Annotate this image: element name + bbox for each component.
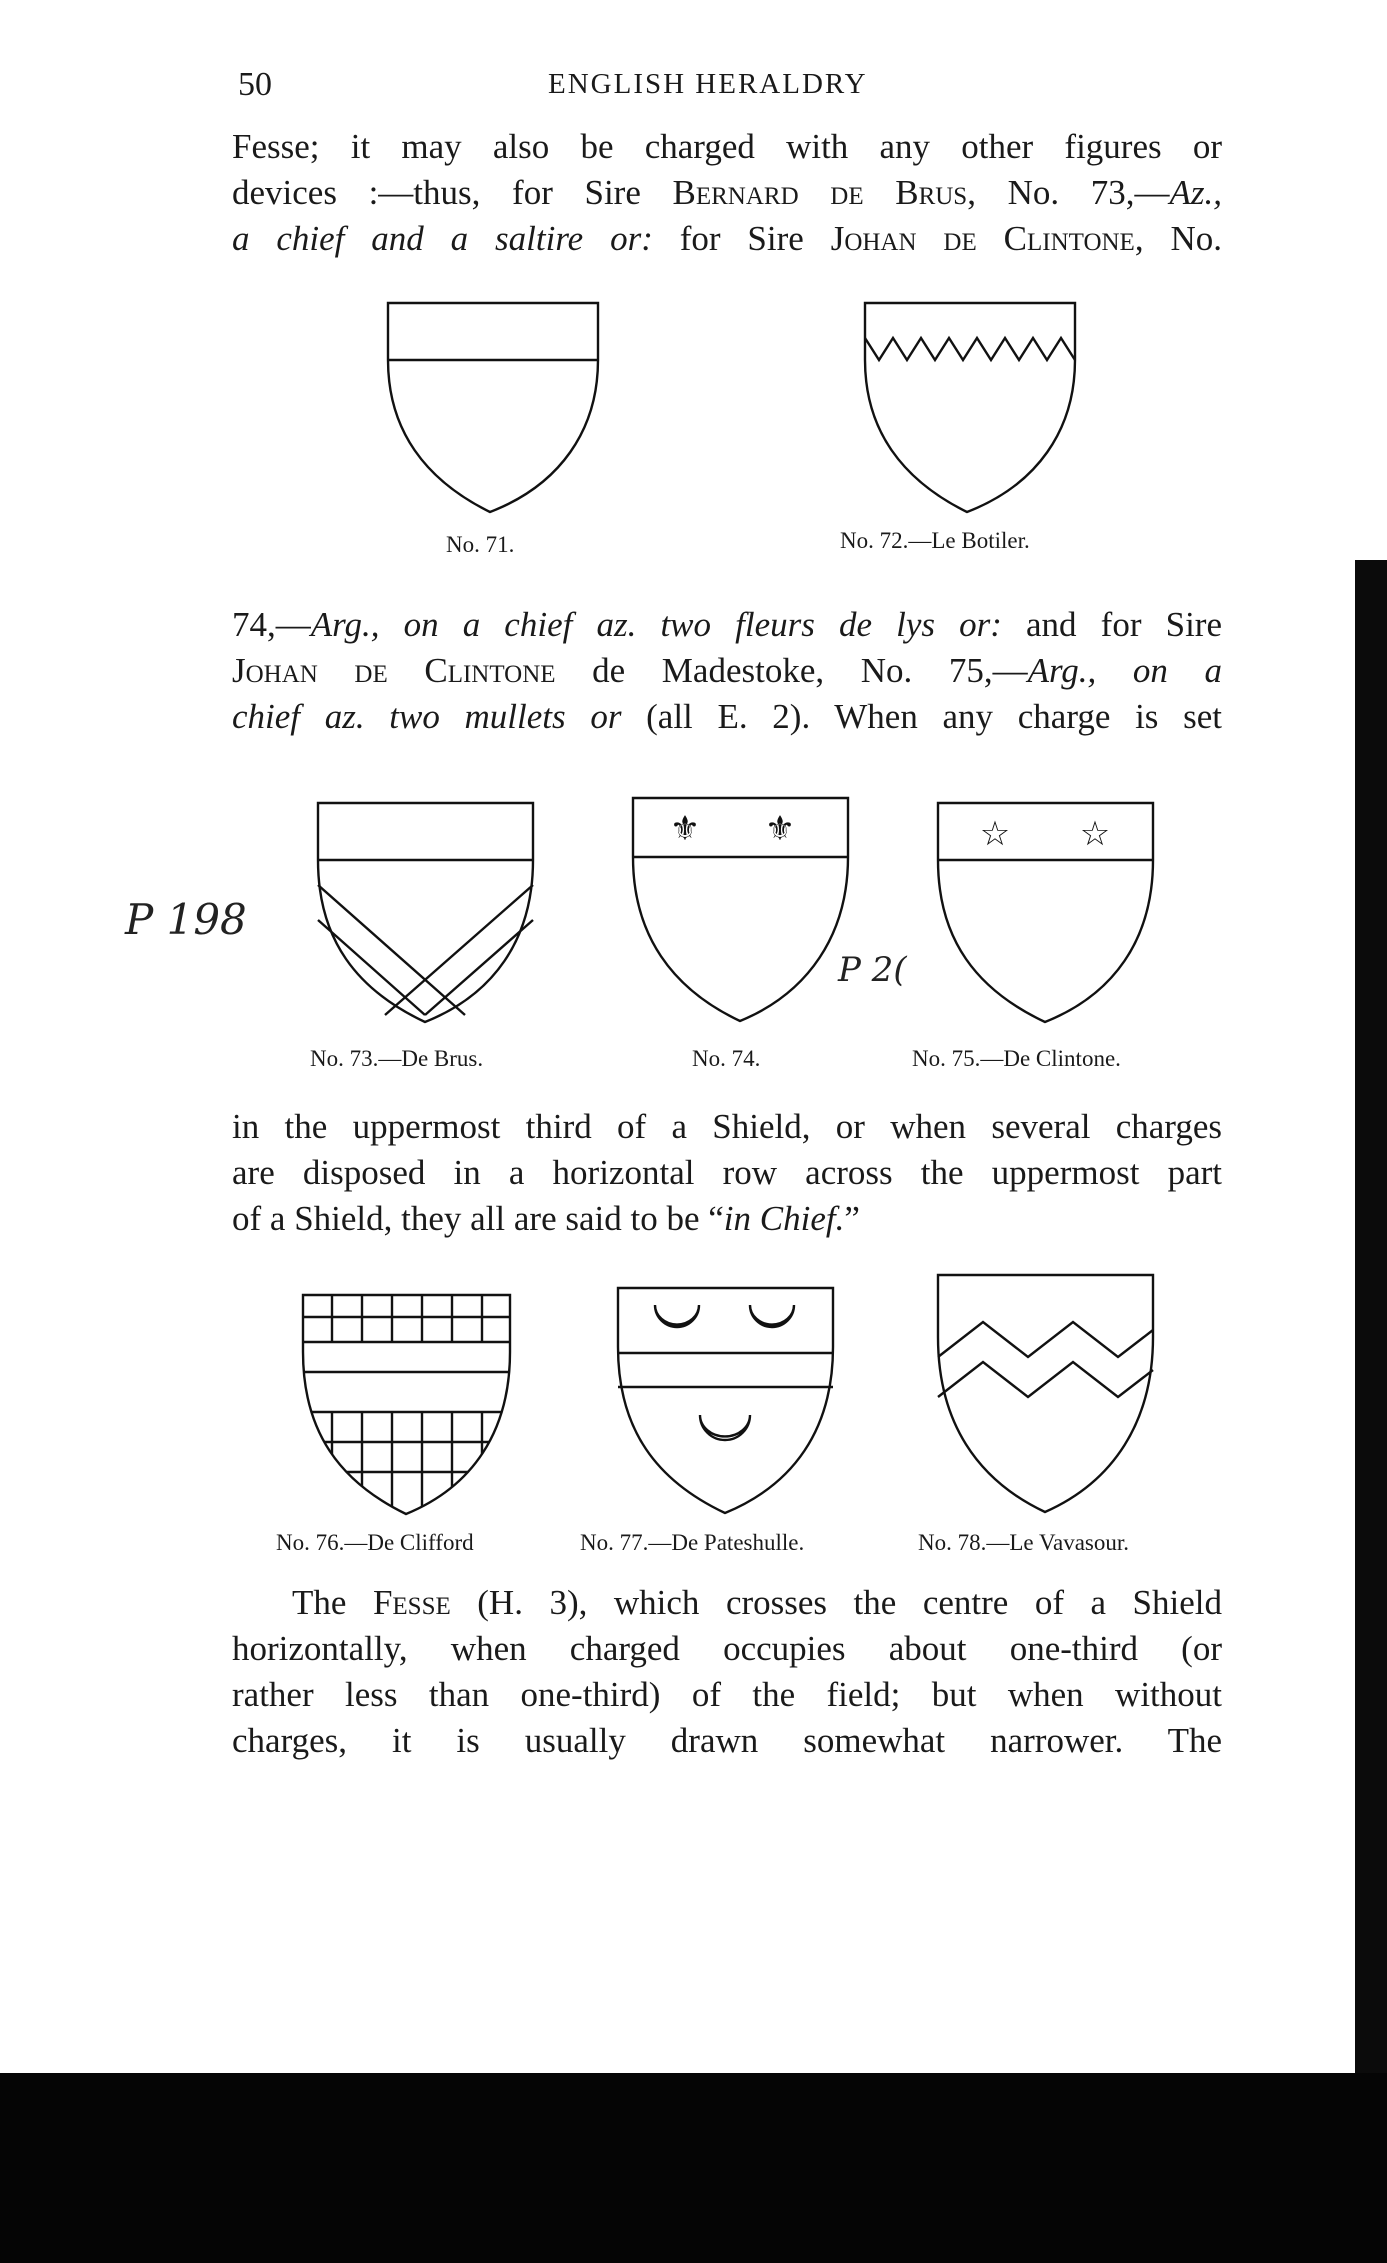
inline-handwritten-note: P 2( bbox=[838, 950, 907, 990]
para1-line1: Fesse; it may also be charged with any other figures or bbox=[232, 127, 1222, 166]
shield-76-chequy-fesse bbox=[300, 1292, 515, 1517]
crescent-icon bbox=[655, 1305, 699, 1327]
para3-line1: in the uppermost third of a Shield, or when several charges bbox=[232, 1107, 1222, 1146]
scan-edge-shadow bbox=[1355, 560, 1387, 2073]
caption-75: No. 75.—De Clintone. bbox=[912, 1046, 1121, 1071]
fleur-de-lys-icon: ⚜ bbox=[764, 809, 796, 849]
shield-72-chief-indented bbox=[862, 300, 1082, 515]
page-number: 50 bbox=[238, 66, 272, 103]
shield-73-chief-saltire bbox=[315, 800, 540, 1025]
shield-74-chief-fleurs-de-lys bbox=[630, 795, 855, 1025]
shield-78-fesse-dancetty bbox=[935, 1272, 1160, 1517]
para2-line1: 74,—Arg., on a chief az. two fleurs de lys or: and for Sire bbox=[232, 605, 1222, 644]
running-title: ENGLISH HERALDRY bbox=[548, 68, 868, 100]
margin-handwritten-note: P 198 bbox=[125, 895, 247, 944]
para4-line4: charges, it is usually drawn somewhat narrower. The bbox=[232, 1721, 1222, 1760]
para1-line2: devices :—thus, for Sire Bernard de Brus, No. 73,—Az., bbox=[232, 173, 1222, 212]
shield-77-fesse-crescents bbox=[615, 1285, 840, 1517]
mullet-star-icon: ☆ bbox=[1079, 814, 1111, 854]
mullet-star-icon: ☆ bbox=[979, 814, 1011, 854]
crescent-icon bbox=[750, 1305, 794, 1327]
caption-73: No. 73.—De Brus. bbox=[310, 1046, 484, 1071]
para4-line3: rather less than one-third) of the field; but when without bbox=[232, 1675, 1222, 1714]
para3-line2: are disposed in a horizontal row across the uppermost part bbox=[232, 1153, 1222, 1192]
para2-line3: chief az. two mullets or (all E. 2). When any charge is set bbox=[232, 697, 1222, 736]
shield-75-chief-mullets bbox=[935, 800, 1160, 1025]
para4-line2: horizontally, when charged occupies about one-third (or bbox=[232, 1629, 1222, 1668]
caption-74: No. 74. bbox=[692, 1046, 761, 1071]
caption-77: No. 77.—De Pateshulle. bbox=[580, 1530, 805, 1555]
scan-bottom-band bbox=[0, 2073, 1387, 2263]
para1-line3: a chief and a saltire or: for Sire Johan de Clintone, No. bbox=[232, 219, 1222, 258]
caption-72: No. 72.—Le Botiler. bbox=[840, 528, 1030, 553]
caption-71: No. 71. bbox=[446, 532, 515, 557]
caption-76: No. 76.—De Clifford bbox=[276, 1530, 474, 1555]
para2-line2: Johan de Clintone de Madestoke, No. 75,—Arg., on a bbox=[232, 651, 1222, 690]
para3-line3: of a Shield, they all are said to be “in Chief.” bbox=[232, 1199, 860, 1238]
crescent-icon bbox=[700, 1415, 750, 1440]
para4-line1: The Fesse (H. 3), which crosses the centre of a Shield bbox=[292, 1583, 1222, 1622]
shield-71-chief bbox=[385, 300, 605, 515]
caption-78: No. 78.—Le Vavasour. bbox=[918, 1530, 1130, 1555]
fleur-de-lys-icon: ⚜ bbox=[669, 809, 701, 849]
